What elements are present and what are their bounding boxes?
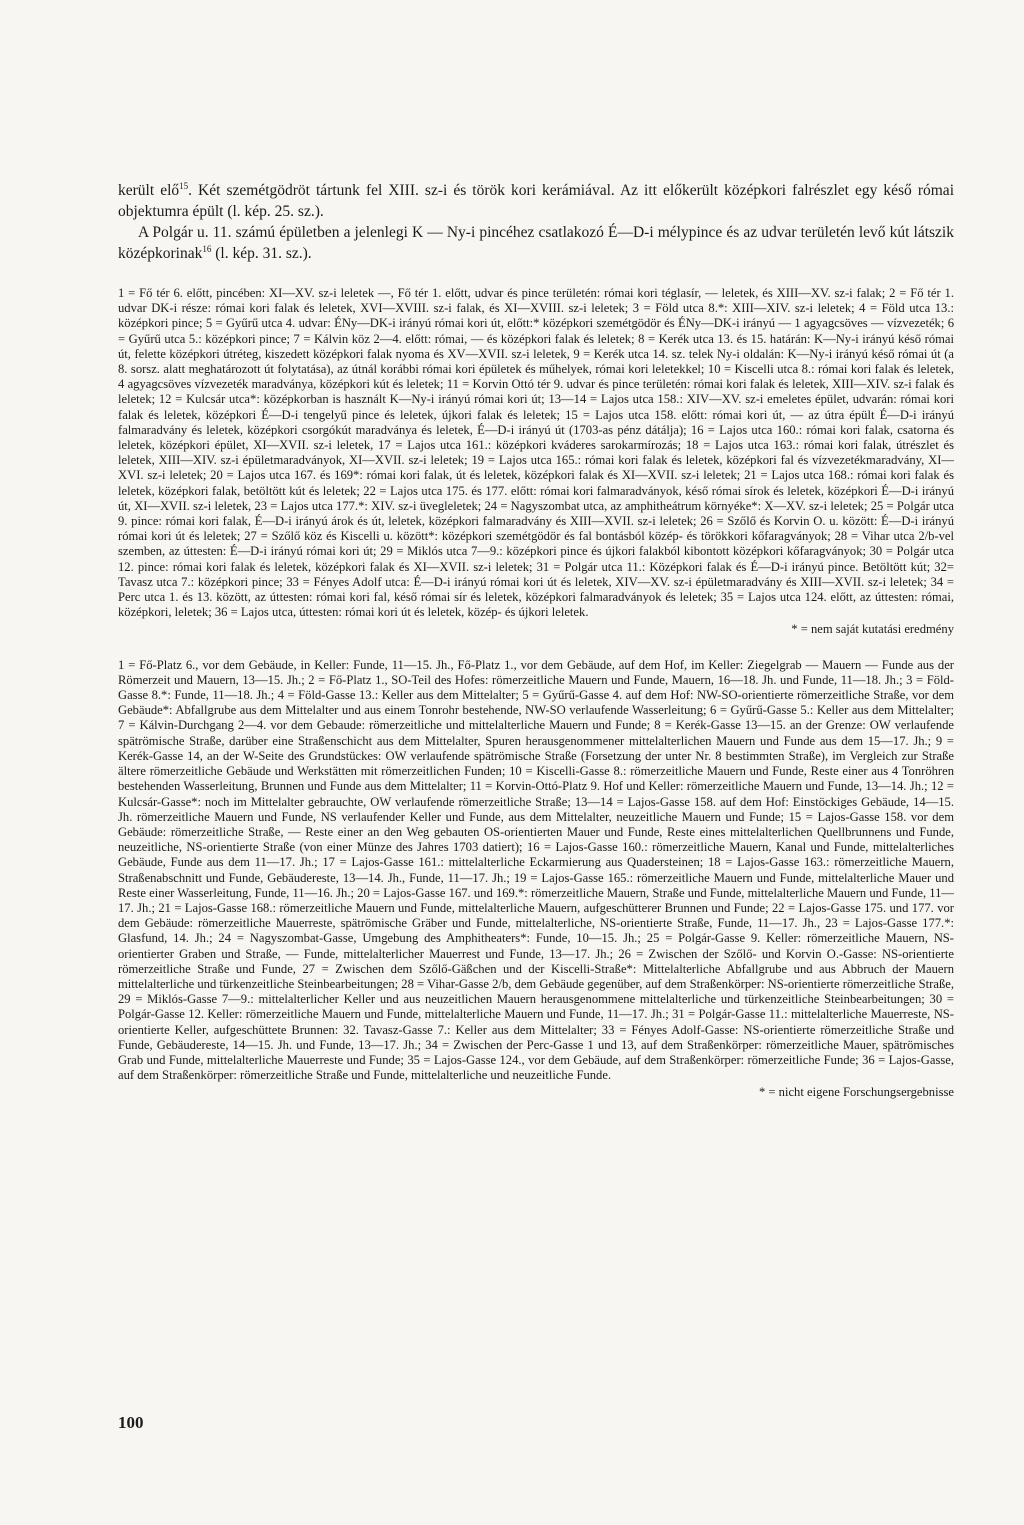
main-paragraph-2-rest: (l. kép. 31. sz.). <box>211 245 312 262</box>
main-paragraph-2 <box>118 222 954 264</box>
footnote-ref-15: 15 <box>179 180 189 191</box>
page-number: 100 <box>118 1413 144 1432</box>
main-text <box>118 180 954 264</box>
hungarian-legend: 1 = Fő tér 6. előtt, pincében: XI—XV. sz-i leletek —, Fő tér 1. előtt, udvar és pince területén: római kori téglasír, — leletek, és XIII—XV. sz-i falak; 2 = Fő tér 1. udvar DK-i része: római kori falak és leletek, XVI—XVIII. sz-i falak, és XI—XVIII. sz-i leletek; 3 = Föld utca 8.*: XIII—XIV. sz-i leletek; 4 = Föld utca 13.: középkori pince; 5 = Gyűrű utca 4. udvar: ÉNy—DK-i irányú római kori út, előtt:* középkori szemétgödör és ÉNy—DK-i irányú — 1 agyagcsöves — vízvezeték; 6 = Gyűrű utca 5.: középkori pince; 7 = Kálvin köz 2—4. előtt: római, — és középkori falak és leletek; 8 = Kerék utca 13. és 15. határán: K—Ny-i irányú késő római út, felette középkori útréteg, kiszedett középkori falak nyoma és XV—XVII. sz-i leletek, 9 = Kerék utca 14. sz. telek Ny-i oldalán: K—Ny-i irányú késő római út (a 8. sorsz. alatt meghatározott út folytatása), az útnál korábbi római kori épületek és műhelyek, római kori leletekkel; 10 = Kiscelli utca 8.: római kori falak és leletek, 4 agyagcsöves vízvezeték maradványa, középkori kút és leletek; 11 = Korvin Ottó tér 9. udvar és pince területén: római kori falak és leletek, XIII—XIV. sz-i falak és leletek; 12 = Kulcsár utca*: középkorban is használt K—Ny-i irányú római kori út; 13—14 = Lajos utca 158.: XIV—XV. sz-i emeletes épület, udvarán: római kori falak és leletek, középkori É—D-i tengelyű pince és leletek, újkori falak és leletek; 15 = Lajos utca 158. előtt: római kori út, — az útra épült É—D-i irányú falmaradvány és leletek, középkori csorgókút maradványa és leletek, É—D-i irányú út (1703-as pénz dátálja); 16 = Lajos utca 160.: római kori falak, csatorna és leletek, középkori épület, XI—XVII. sz-i leletek, 17 = Lajos utca 161.: középkori kváderes sarokarmírozás; 18 = Lajos utca 163.: római kori falak, útrészlet és leletek, XIII—XIV. sz-i épületmaradványok, XI—XVII. sz-i leletek; 19 = Lajos utca 165.: római kori falak és leletek, középkori fal és vízvezetékmaradvány, XI—XVI. sz-i leletek; 20 = Lajos utca 167. és 169*: római kori falak, út és leletek, középkori falak és XI—XVII. sz-i leletek; 21 = Lajos utca 168.: római kori falak és leletek, középkori falak, betöltött kút és leletek; 22 = Lajos utca 175. és 177. előtt: római kori falmaradványok, késő római sírok és leletek, középkori É—D-i irányú út, XI—XVII. sz-i leletek, 23 = Lajos utca 177.*: XIV. sz-i üvegleletek; 24 = Nagyszombat utca, az amphitheátrum környéke*: X—XV. sz-i leletek; 25 = Polgár utca 9. pince: római kori falak, É—D-i irányú árok és út, leletek, középkori falmaradvány és XIII—XVII. sz-i leletek; 26 = Szőlő és Korvin O. u. között: É—D-i irányú római kori út és leletek; 27 = Szőlő köz és Kiscelli u. között*: középkori szemétgödör és fal bontásból közép- és törökkori kőfaragványok; 28 = Vihar utca 2/b-vel szemben, az úttesten: É—D-i irányú római kori út; 29 = Miklós utca 7—9.: középkori pince és újkori falakból kibontott középkori kőfaragványok; 30 = Polgár utca 12. pince: római kori falak és leletek, középkori falak és XI—XVII. sz-i leletek; 31 = Polgár utca 11.: Középkori falak és É—D-i irányú pince. Betöltött kút; 32= Tavasz utca 7.: középkori pince; 33 = Fényes Adolf utca: É—D-i irányú római kori út és leletek, XIV—XV. sz-i épületmaradvány és XIII—XVII. sz-i leletek; 34 = Perc utca 1. és 13. között, az úttesten: római kori fal, késő római sír és leletek, középkori falmaradványok és leletek; 35 = Lajos utca 124. előtt, az úttesten: római, középkori, leletek; 36 = Lajos utca, úttesten: római kori út és leletek, közép- és újkori leletek. <box>118 286 954 620</box>
page-content <box>118 180 954 1101</box>
main-paragraph-1-text: került elő <box>118 182 180 199</box>
german-legend: 1 = Fő-Platz 6., vor dem Gebäude, in Keller: Funde, 11—15. Jh., Fő-Platz 1., vor dem Gebäude, auf dem Hof, im Keller: Ziegelgrab — Mauern — Funde aus der Römerzeit und Mauern, 13—15. Jh.; 2 = Fő-Platz 1., SO-Teil des Hofes: römerzeitliche Mauern und Funde, Mauern, 16—18. Jh. und Funde, 11—18. Jh.; 3 = Föld-Gasse 8.*: Funde, 11—18. Jh.; 4 = Föld-Gasse 13.: Keller aus dem Mittelalter; 5 = Gyűrű-Gasse 4. auf dem Hof: NW-SO-orientierte römerzeitliche Straße, vor dem Gebäude*: Abfallgrube aus dem Mittelalter und aus einem Tonrohr bestehende, NW-SO verlaufende Wasserleitung; 6 = Gyűrű-Gasse 5.: Keller aus dem Mittelalter; 7 = Kálvin-Durchgang 2—4. vor dem Gebaude: römerzeitliche und mittelalterliche Mauern und Funde; 8 = Kerék-Gasse 13—15. an der Grenze: OW verlaufende spätrömische Straße, darüber eine Straßenschicht aus dem Mittelalter, Spuren herausgenommener mittelalterlichen Mauern und Funde aus dem 15—17. Jh.; 9 = Kerék-Gasse 14, an der W-Seite des Grundstückes: OW verlaufende spätrömische Straße (Forsetzung der unter Nr. 8 bestimmten Straße), im Vergleich zur Straße ältere römerzeitliche Gebäude und Werkstätten mit römerzeitlichen Funden; 10 = Kiscelli-Gasse 8.: römerzeitliche Mauern und Funde, Reste einer aus 4 Tonröhren bestehenden Wasserleitung, Brunnen und Funde aus dem Mittelalter; 11 = Korvin-Ottó-Platz 9. Hof und Keller: römerzeitliche Mauern und Funde, 13—14. Jh.; 12 = Kulcsár-Gasse*: noch im Mittelalter gebrauchte, OW verlaufende römerzeitliche Straße; 13—14 = Lajos-Gasse 158. auf dem Hof: Einstöckiges Gebäude, 14—15. Jh. römerzeitliche Mauern und Funde, NS verlaufender Keller und Funde, aus dem Mittelalter, neuzeitliche Mauern und Funde; 15 = Lajos-Gasse 158. vor dem Gebäude: römerzeitliche Straße, — Reste einer an den Weg gebauten OS-orientierten Mauer und Funde, Reste eines mittelalterlichen Quellbrunnens und Funde, neuzeitliche, NS-orientierte Straße (von einer Münze des Jahres 1703 datiert); 16 = Lajos-Gasse 160.: römerzeitliche Mauern, Kanal und Funde, mittelalterliches Gebäude, Funde aus dem 11—17. Jh.; 17 = Lajos-Gasse 161.: mittelalterliche Eckarmierung aus Quadersteinen; 18 = Lajos-Gasse 163.: römerzeitliche Mauern, Straßenabschnitt und Funde, Gebäudereste, 13—14. Jh., Funde, 11—17. Jh.; 19 = Lajos-Gasse 165.: römerzeitliche Mauern und Funde, mittelalterliche Mauer und Reste einer Wasserleitung, Funde, 11—16. Jh.; 20 = Lajos-Gasse 167. und 169.*: römerzeitliche Mauern, Straße und Funde, mittelalterliche Mauern und Funde, 11—17. Jh.; 21 = Lajos-Gasse 168.: römerzeitliche Mauern und Funde, mittelalterliche Mauern, aufgeschütterer Brunnen und Funde; 22 = Lajos-Gasse 175. und 177. vor dem Gebäude: römerzeitliche Mauerreste, spätrömische Gräber und Funde, mittelalterliche, NS-orientierte Straße, Funde, 11—17. Jh., 23 = Lajos-Gasse 177.*: Glasfund, 14. Jh.; 24 = Nagyszombat-Gasse, Umgebung des Amphitheaters*: Funde, 10—15. Jh.; 25 = Polgár-Gasse 9. Keller: römerzeitliche Mauern, NS-orientierter Graben und Straße, — Funde, mittelalterlicher Mauerrest und Funde, 13—17. Jh.; 26 = Zwischen der Szőlő- und Korvin O.-Gasse: NS-orientierte römerzeitliche Straße und Funde, 27 = Zwischen dem Szőlő-Gäßchen und der Kiscelli-Straße*: Mittelalterliche Abfallgrube und aus Abbruch der Mauern mittelalterliche und türkenzeitliche Steinbearbeitungen; 28 = Vihar-Gasse 2/b, dem Gebäude gegenüber, auf dem Straßenkörper: NS-orientierte römerzeitliche Straße, 29 = Miklós-Gasse 7—9.: mittelalterlicher Keller und aus neuzeitlichen Mauern herausgenommene mittelalterliche und türkenzeitliche Steinbearbeitungen; 30 = Polgár-Gasse 12. Keller: römerzeitliche Mauern und Funde, mittelalterliche Mauern und Funde, 11—17. Jh.; 31 = Polgár-Gasse 11.: mittelalterliche Mauerreste, NS-orientierte Keller, aufgeschüttete Brunnen: 32. Tavasz-Gasse 7.: Keller aus dem Mittelalter; 33 = Fényes Adolf-Gasse: NS-orientierte römerzeitliche Straße und Funde, Gebäudereste, 14—15. Jh. und Funde, 13—17. Jh.; 34 = Zwischen der Perc-Gasse 1 und 13, auf dem Straßenkörper: römerzeitliche Mauer, spätrömisches Grab und Funde, mittelalterliche Mauerreste und Funde; 35 = Lajos-Gasse 124., vor dem Gebäude, auf dem Straßenkörper: römerzeitliche Funde; 36 = Lajos-Gasse, auf dem Straßenkörper: römerzeitliche Straße und Funde, mittelalterliche und neuzeitliche Funde. <box>118 657 954 1083</box>
section-gap <box>118 638 954 658</box>
main-paragraph-2-text: A Polgár u. 11. számú épületben a jelenlegi K — Ny-i pincéhez csatlakozó É—D-i mélypince és az udvar területén levő kút látszik középkorinak <box>118 224 954 262</box>
german-note: * = nicht eigene Forschungsergebnisse <box>758 1085 954 1100</box>
hungarian-note: * = nem saját kutatási eredmény <box>791 622 954 637</box>
main-paragraph-1 <box>118 180 954 222</box>
footnote-ref-16: 16 <box>202 243 212 254</box>
main-paragraph-1-rest: . Két szemétgödröt tártunk fel XIII. sz-i és török kori kerámiával. Az itt előkerült középkori falrészlet egy késő római objektumra épült (l. kép. 25. sz.). <box>118 182 954 220</box>
